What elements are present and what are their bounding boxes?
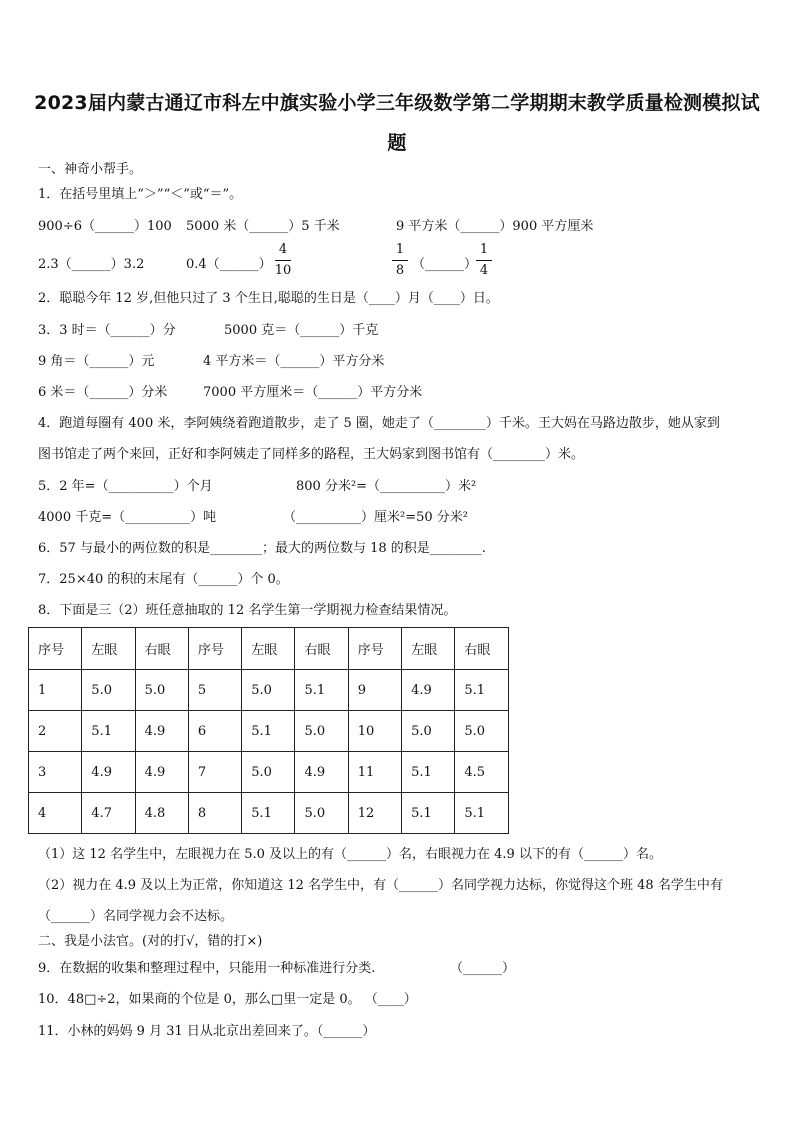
table-cell: 1 bbox=[29, 670, 82, 711]
fraction-1-8 bbox=[390, 242, 410, 279]
table-cell: 5.0 bbox=[455, 711, 508, 752]
q3-r2a: 9 角＝（______）元 bbox=[38, 354, 155, 369]
q5-r1a: 5．2 年=（__________）个月 bbox=[38, 479, 213, 494]
table-cell: 5.0 bbox=[295, 793, 348, 834]
fraction-denominator: 8 bbox=[395, 263, 405, 278]
fraction-1-4 bbox=[474, 242, 494, 279]
q5-r2a: 4000 千克=（__________）吨 bbox=[38, 510, 217, 525]
header-cell: 右眼 bbox=[455, 628, 508, 670]
header-cell: 左眼 bbox=[82, 628, 135, 670]
q7-text: 7．25×40 的积的末尾有（______）个 0。 bbox=[38, 572, 289, 587]
q1-row1-b: 5000 米（______）5 千米 bbox=[186, 219, 340, 234]
table-cell: 9 bbox=[348, 670, 401, 711]
q8-text: 8．下面是三（2）班任意抽取的 12 名学生第一学期视力检查结果情况。 bbox=[38, 603, 457, 618]
header-cell: 右眼 bbox=[295, 628, 348, 670]
fraction-numerator: 4 bbox=[278, 242, 288, 257]
table-cell: 5.0 bbox=[295, 711, 348, 752]
table-cell: 12 bbox=[348, 793, 401, 834]
table-cell: 8 bbox=[188, 793, 241, 834]
table-cell: 4.7 bbox=[82, 793, 135, 834]
table-cell: 5.1 bbox=[242, 793, 295, 834]
table-cell: 7 bbox=[188, 752, 241, 793]
page-title-line2: 题 bbox=[387, 132, 407, 154]
table-cell: 2 bbox=[29, 711, 82, 752]
table-cell: 4.9 bbox=[82, 752, 135, 793]
fraction-4-10 bbox=[273, 242, 293, 279]
table-cell: 4.9 bbox=[295, 752, 348, 793]
table-cell: 5.0 bbox=[135, 670, 188, 711]
table-cell: 4.8 bbox=[135, 793, 188, 834]
table-row bbox=[29, 752, 509, 793]
header-cell: 右眼 bbox=[135, 628, 188, 670]
q4-line1: 4．跑道每圈有 400 米，李阿姨绕着跑道散步，走了 5 圈，她走了（________）千米。王大妈在马路边散步，她从家到 bbox=[38, 416, 720, 431]
fraction-denominator: 10 bbox=[274, 263, 292, 278]
section2-heading: 二、我是小法官。(对的打√，错的打×) bbox=[38, 934, 263, 949]
table-cell: 5.1 bbox=[82, 711, 135, 752]
q1-row2-a: 2.3（______）3.2 bbox=[38, 257, 145, 272]
page-title-line1: 2023届内蒙古通辽市科左中旗实验小学三年级数学第二学期期末教学质量检测模拟试 bbox=[34, 92, 760, 114]
table-cell: 5.0 bbox=[242, 670, 295, 711]
table-cell: 5.1 bbox=[455, 793, 508, 834]
q3-r1b: 5000 克＝（______）千克 bbox=[224, 323, 379, 338]
fraction-numerator: 1 bbox=[395, 242, 405, 257]
q1-row2-c-blank: （______） bbox=[412, 257, 478, 272]
q1-text: 1．在括号里填上“＞”“＜”或“＝”。 bbox=[38, 187, 243, 202]
table-cell: 5.1 bbox=[402, 752, 455, 793]
table-cell: 5.0 bbox=[82, 670, 135, 711]
q5-r2b: （__________）厘米²=50 分米² bbox=[283, 510, 468, 525]
header-cell: 序号 bbox=[188, 628, 241, 670]
table-cell: 5.1 bbox=[295, 670, 348, 711]
table-cell: 5.1 bbox=[242, 711, 295, 752]
q1-row1-c: 9 平方米（______）900 平方厘米 bbox=[396, 219, 594, 234]
table-row bbox=[29, 793, 509, 834]
fraction-numerator: 1 bbox=[479, 242, 489, 257]
q5-r1b: 800 分米²=（__________）米² bbox=[296, 479, 477, 494]
table-cell: 4.5 bbox=[455, 752, 508, 793]
q10-text: 10．48□÷2，如果商的个位是 0，那么□里一定是 0。 （____） bbox=[38, 992, 417, 1007]
table-cell: 5.1 bbox=[455, 670, 508, 711]
table-cell: 4.9 bbox=[402, 670, 455, 711]
table-cell: 6 bbox=[188, 711, 241, 752]
table-row bbox=[29, 670, 509, 711]
table-cell: 5.0 bbox=[402, 711, 455, 752]
table-cell: 4.9 bbox=[135, 752, 188, 793]
q3-r3a: 6 米＝（______）分米 bbox=[38, 385, 168, 400]
q9-text: 9．在数据的收集和整理过程中，只能用一种标准进行分类. bbox=[38, 961, 376, 976]
q3-r2b: 4 平方米＝（______）平方分米 bbox=[203, 354, 385, 369]
q6-text: 6．57 与最小的两位数的积是________；最大的两位数与 18 的积是________. bbox=[38, 541, 486, 556]
section1-heading: 一、神奇小帮手。 bbox=[38, 162, 143, 177]
q3-r3b: 7000 平方厘米＝（______）平方分米 bbox=[203, 385, 423, 400]
vision-table bbox=[28, 627, 509, 834]
q1-row2-b: 0.4（______） bbox=[186, 257, 272, 272]
table-cell: 10 bbox=[348, 711, 401, 752]
header-cell: 左眼 bbox=[402, 628, 455, 670]
q8-sub2-line1: （2）视力在 4.9 及以上为正常，你知道这 12 名学生中，有（______）名同学视力达标，你觉得这个班 48 名学生中有 bbox=[38, 878, 723, 893]
table-cell: 5.0 bbox=[242, 752, 295, 793]
q8-sub2-line2: （______）名同学视力会不达标。 bbox=[38, 909, 234, 924]
header-cell: 序号 bbox=[348, 628, 401, 670]
table-cell: 5.1 bbox=[402, 793, 455, 834]
table-cell: 3 bbox=[29, 752, 82, 793]
table-cell: 4 bbox=[29, 793, 82, 834]
table-cell: 11 bbox=[348, 752, 401, 793]
table-header-row bbox=[29, 628, 509, 670]
header-cell: 左眼 bbox=[242, 628, 295, 670]
header-cell: 序号 bbox=[29, 628, 82, 670]
table-cell: 4.9 bbox=[135, 711, 188, 752]
q8-sub1: （1）这 12 名学生中，左眼视力在 5.0 及以上的有（______）名，右眼视力在 4.9 以下的有（______）名。 bbox=[38, 847, 662, 862]
fraction-bar bbox=[275, 260, 291, 261]
q4-line2: 图书馆走了两个来回，正好和李阿姨走了同样多的路程，王大妈家到图书馆有（________）米。 bbox=[38, 447, 585, 462]
q2-text: 2．聪聪今年 12 岁,但他只过了 3 个生日,聪聪的生日是（____）月（____）日。 bbox=[38, 291, 499, 306]
q9-answer-blank: （______） bbox=[450, 961, 516, 976]
table-row bbox=[29, 711, 509, 752]
q11-text: 11．小林的妈妈 9 月 31 日从北京出差回来了。（______） bbox=[38, 1024, 376, 1039]
fraction-bar bbox=[392, 260, 408, 261]
fraction-bar bbox=[476, 260, 492, 261]
fraction-denominator: 4 bbox=[479, 263, 489, 278]
q1-row1-a: 900÷6（______）100 bbox=[38, 219, 172, 234]
table-cell: 5 bbox=[188, 670, 241, 711]
q3-r1a: 3．3 时＝（______）分 bbox=[38, 323, 176, 338]
